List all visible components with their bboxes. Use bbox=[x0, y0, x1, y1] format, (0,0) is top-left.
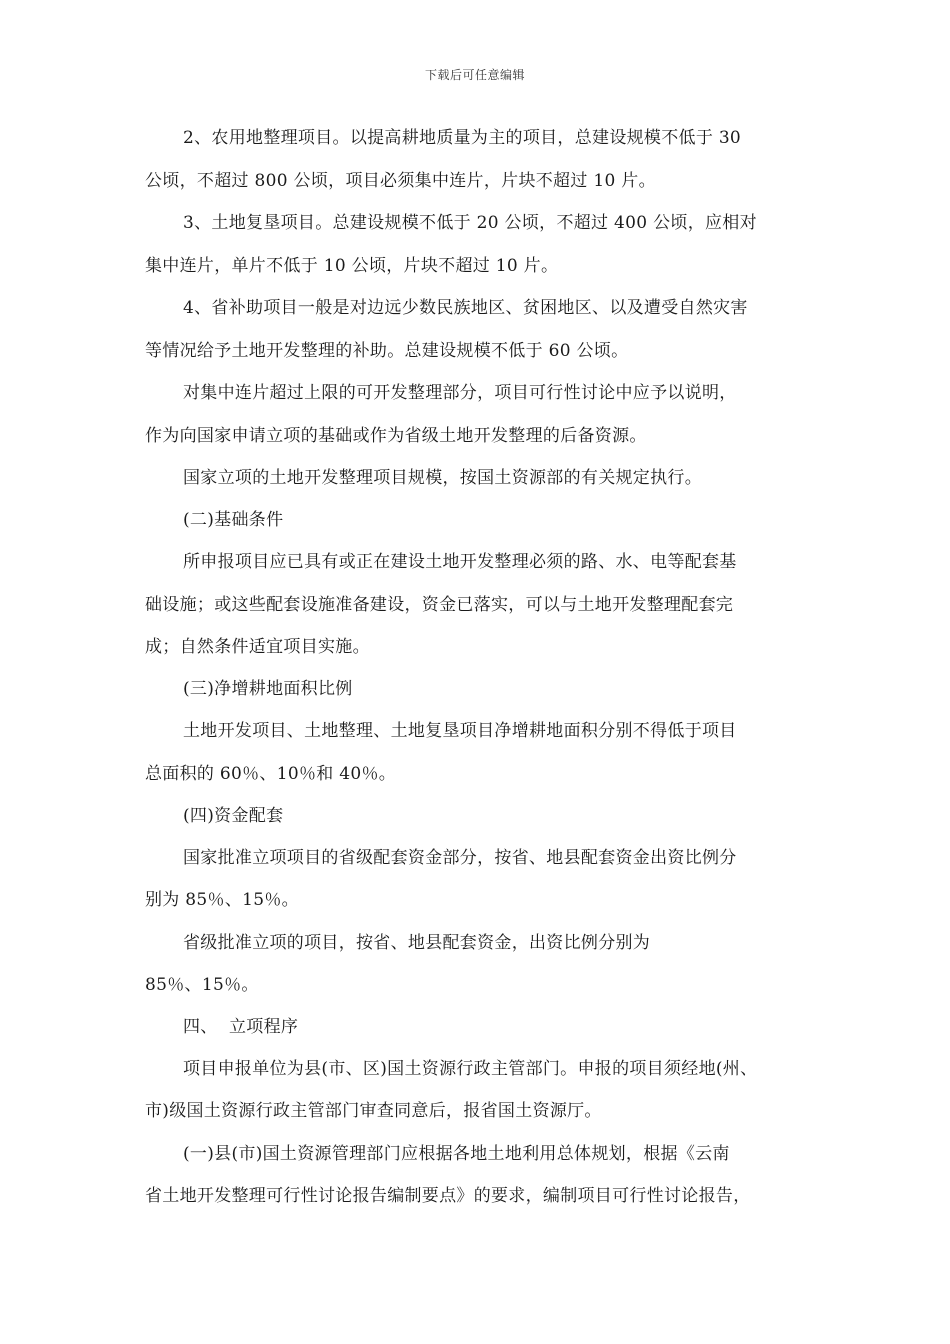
paragraph-line: 市)级国土资源行政主管部门审查同意后，报省国土资源厅。 bbox=[145, 1101, 602, 1121]
paragraph-line: 作为向国家申请立项的基础或作为省级土地开发整理的后备资源。 bbox=[145, 426, 647, 446]
paragraph-line: 公顷，不超过 800 公顷，项目必须集中连片，片块不超过 10 片。 bbox=[145, 171, 656, 191]
page-header: 下载后可任意编辑 bbox=[424, 68, 525, 82]
paragraph-line: 4、省补助项目一般是对边远少数民族地区、贫困地区、以及遭受自然灾害 bbox=[183, 298, 748, 318]
paragraph-line: 土地开发项目、土地整理、土地复垦项目净增耕地面积分别不得低于项目 bbox=[183, 721, 737, 741]
paragraph-line: 省级批准立项的项目，按省、地县配套资金，出资比例分别为 bbox=[183, 933, 651, 953]
paragraph-line: 国家批准立项项目的省级配套资金部分，按省、地县配套资金出资比例分 bbox=[183, 848, 737, 868]
paragraph-line: 3、土地复垦项目。总建设规模不低于 20 公顷，不超过 400 公顷，应相对 bbox=[183, 213, 757, 233]
paragraph-line: 成；自然条件适宜项目实施。 bbox=[145, 637, 370, 657]
section-heading: (三)净增耕地面积比例 bbox=[183, 679, 353, 699]
paragraph-line: 所申报项目应已具有或正在建设土地开发整理必须的路、水、电等配套基 bbox=[183, 552, 737, 572]
paragraph-line: 2、农用地整理项目。以提高耕地质量为主的项目，总建设规模不低于 30 bbox=[183, 128, 742, 148]
paragraph-line: 别为 85％、15％。 bbox=[145, 890, 299, 910]
paragraph-line: 等情况给予土地开发整理的补助。总建设规模不低于 60 公顷。 bbox=[145, 341, 629, 361]
paragraph-line: 对集中连片超过上限的可开发整理部分，项目可行性讨论中应予以说明， bbox=[183, 383, 737, 403]
paragraph-line: 础设施；或这些配套设施准备建设，资金已落实，可以与土地开发整理配套完 bbox=[145, 595, 734, 615]
section-heading: (二)基础条件 bbox=[183, 510, 284, 530]
paragraph-line: 省土地开发整理可行性讨论报告编制要点》的要求，编制项目可行性讨论报告， bbox=[145, 1186, 751, 1206]
paragraph-line: (一)县(市)国土资源管理部门应根据各地土地利用总体规划，根据《云南 bbox=[183, 1144, 730, 1164]
paragraph-line: 总面积的 60％、10％和 40％。 bbox=[145, 764, 397, 784]
section-heading: (四)资金配套 bbox=[183, 806, 284, 826]
paragraph-line: 国家立项的土地开发整理项目规模，按国土资源部的有关规定执行。 bbox=[183, 468, 702, 488]
paragraph-line: 集中连片，单片不低于 10 公顷，片块不超过 10 片。 bbox=[145, 256, 559, 276]
paragraph-line: 85％、15％。 bbox=[145, 975, 259, 995]
paragraph-line: 项目申报单位为县(市、区)国土资源行政主管部门。申报的项目须经地(州、 bbox=[183, 1059, 758, 1079]
section-heading: 四、 立项程序 bbox=[183, 1017, 299, 1037]
